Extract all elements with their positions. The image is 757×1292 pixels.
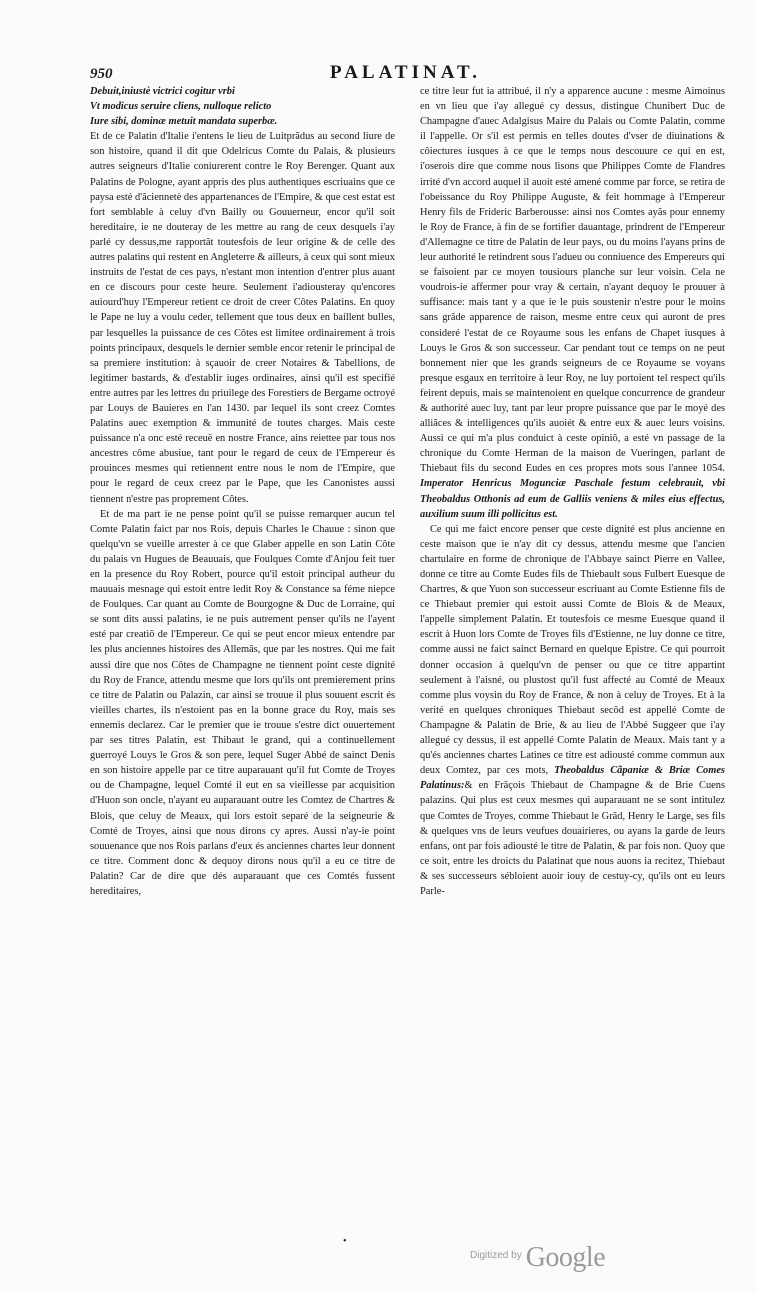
footer-ornament: •	[343, 1236, 347, 1247]
body-text: ce titre leur fut ia attribué, il n'y a apparence aucune : mesme Aimoinus en vn lieu que i'ay allegué cy dessus, distingue Chunibert Duc de Champagne d'auec Adalgisus Maire du Palais ou Comte Palatin, comme il l'appelle. Or s'il est permis en telles doutes d'vser de diuinations & côiectures iusques à ce que le temps nous descouure ce qui en est, i'oserois dire que comme nous lisons que Philippes Comte de Flandres irrité d'vn accord auquel il auoit esté amené comme par force, se retira de l'obeissance du Roy Philippe Auguste, & feit hommage à l'Empereur Henry fils de Frideric Barberousse: ainsi nos Comtes ayãs pour ennemy le Roy de France, à fin de se fortifier dauantage, prindrent de l'Empereur d'Allemagne ce titre de Palatin de leur pays, ou du moins l'ayans prins de leur authorité le retindrent sous l'adueu ou conniuence des Empereurs qui se faisoient par ce moyen tousiours planche sur leur voisin. Cela ne voudrois-ie affermer pour vray & certain, n'ayant dequoy le prouuer à suffisance: mais tant y a que ie le puis soustenir n'estre pour le moins sans grãde apparence de raison, mesme entre ceux qui auront de pres consideré l'estat de ce Royaume sous les enfans de Chapet iusques à Louys le Gros & son successeur. Car pendant tout ce temps on ne peut bonnement nier que les grands seigneurs de ce Royaume se voyans presque esgaux en territoire à leur Roy, ne luy portoient tel respect qu'ils feirent depuis, mais se maintenoient en quelque concurrence de grandeur & authorité auec luy, tant par leur propre puissance que par le moyé des alliãces & intelligences qu'ils auoiét & entre eux & auec leurs voisins. Aussi ce qui m'a plus conduict à ceste opiniõ, a esté vn passage de la chronique du Comte Herman de la maison de Vueringen, parlant de Thiebaut fils du second Eudes en ces propres mots sous l'annee 1054.	[420, 86, 725, 475]
google-logo: Google	[525, 1242, 606, 1273]
digitization-watermark	[470, 1242, 605, 1274]
body-paragraph	[420, 84, 725, 522]
latin-quotation: Imperator Henricus Mogunciæ Paschale festum celebrauit, vbi Theobaldus Otthonis ad eum de Galliis veniens & miles eius effectus, auxilium suum illi pollicitus est.	[420, 478, 725, 520]
body-text: Ce qui me faict encore penser que ceste dignité est plus ancienne en ceste maison que ie n'ay dit cy dessus, attendu mesme que l'ancien chartulaire en forme de chronique de l'Abbaye sainct Pierre en Vallee, donne ce titre au Comte Eudes fils de Thiebault sous Fulbert Euesque de Chartres, & que Yuon son successeur escriuant au Comte Estienne fils de ce Thiebaut premier qui estoit aussi Comte de Blois & de Meaux, l'appelle simplement Palatin. Et toutesfois ce mesme Euesque quand il escrit à Huon lors Comte de Troyes fils d'Estienne, ne luy donne ce titre, comme aussi ne faict sainct Bernard en quelque Epistre. Ce qui pourroit donner occasion à quelqu'vn de penser ou que ce titre appartint seulement à l'aisné, ou plustost qu'il fust affecté au Comté de Meaux comme plus voysin du Roy de France, & non à celuy de Troyes. Et à la verité en quelques chroniques Thiebaut secõd est appellé Comte de Champagne & Palatin de Brie, & au lieu de l'Abbé Suggeer que i'ay allegué cy dessus, il est appellé Comte Palatin de Meaux. Mais tant y a qu'és anciennes chartes Latines ce titre est adiousté comme commun aux deux Comtez, par ces mots,	[420, 523, 725, 777]
left-column	[90, 84, 395, 899]
body-text: & en Frãçois Thiebaut de Champagne & de Brie Cuens palazins. Qui plus est ceux mesmes qui auparauant ne se sont intitulez que Comtes de Troyes, comme Thiebaut le Grãd, Henry le Large, ses fils & quelques vns de leurs veufues douairieres, ou ayans la garde de leurs enfans, ont par fois adiousté le titre de Palatin, & par fois non. Quoy que ce soit, entre les droicts du Palatinat que nous auons ia recitez, Thiebaut & ses successeurs sébloient auoir iouy de cestuy-cy, qu'ils ont eu leurs Parle-	[420, 780, 725, 897]
digitized-by-label: Digitized by	[470, 1250, 522, 1261]
latin-formula: Theobaldus Cãpaniæ & Briæ Comes Palatinus:	[420, 765, 725, 792]
verse-line: Iure sibi, dominæ metuit mandata superbæ.	[90, 116, 278, 128]
verse-line: Debuit,iniustè victrici cogitur vrbi	[90, 86, 235, 97]
body-paragraph: Et de ce Palatin d'Italie i'entens le lieu de Luitprãdus au second liure de son histoire, quand il dit que Odelricus Comte du Palais, & plusieurs autres seigneurs d'Italie coniurerent contre le Roy Berenger. Quant aux Palatins de Pologne, ayant appris des plus authentiques escriuains que ce paysa esté d'ãciennetè des appartenances de l'Empire, & que cest estat est fort semblable à celuy d'vn Bailly ou Gouuerneur, encor qu'il soit hereditaire, ie ne douteray de les mettre au rang de ceux desquels i'ay parlé cy dessus,me rapportãt toutesfois de leur origine & de celle des autres palatins qui restent en Angleterre & ailleurs, à ceux qui sont mieux instruits de l'estat de ces pays, n'estant mon intention d'entrer plus auant en ce discours pour ceste heure. Seulement i'adiousteray qu'encores auiourd'huy l'Empereur retient ce droit de creer Côtes Palatins. En quoy le Pape ne luy a voulu ceder, tellement que tous deux en baillent bulles, par lesquelles la puissance de ces Côtes est limitee ordinairement à trois points principaux, desquels le dernier semble encor retenir le principal de sa premiere institution: à sçauoir de creer Notaires & Tabellions, de legitimer bastards, & d'establir iuges ordinaires, ainsi qu'il est specifié entre autres par les lettres du priuilege des Forestiers de Bergame octroyé par Louys de Bauieres en l'an 1430. par lequel ils sont creez Comtes Palatins auec exemption & immunité de toutes charges. Mais ceste puissance n'a onc esté receuë en nostre France, ains reiettee par tous nos ancestres côme abusiue, tant pour le regard de ceux de l'Empereur és prouinces mesmes qui retiennent entre nous le nom de l'Empire, que pour le regard de ceux creez par le Pape, que les Canonistes aussi tiennent n'estre pas proprement Côtes.	[90, 131, 395, 505]
right-column	[420, 84, 725, 899]
running-title: PALATINAT.	[330, 62, 482, 83]
page-number: 950	[90, 66, 113, 82]
verse-line: Vt modicus seruire cliens, nulloque relicto	[90, 101, 272, 113]
body-paragraph	[420, 522, 725, 899]
body-paragraph: Et de ma part ie ne pense point qu'il se puisse remarquer aucun tel Comte Palatin faict par nos Rois, depuis Charles le Chauue : sinon que quelqu'vn se vueille arrester à ce que Glaber appelle en son Latin Côte du palais vn Hugues de Beauuais, que Foulques Comte d'Anjou feit tuer en la presence du Roy Robert, pource qu'il estoit principal autheur du mauuais mesnage qui estoit entre ledit Roy & Constance sa féme niepce de Foulques. Car quant au Comte de Bourgogne & Duc de Lorraine, qui se sont dits aussi palatins, ie ne puis autrement penser qu'ils ne l'ayent esté par creatiõ de l'Empereur. Ce qui se peut encor mieux entendre par les plus anciennes histoires des Allemãs, que par les nostres. Qui me fait aussi dire que nos Côtes de Champagne ne tiennent point ceste dignité du Roy de France, attendu mesme que lors qu'ils ont premierement prins ce titre de Palatin ou Palazin, car ainsi se trouue il plus souuent escrit és vieilles chartes, ils n'estoient pas en la bonne grace du Roy, mais ses ennemis declarez. Car le premier que ie trouue s'estre dict ouuertement par ses titres Palatin, est Thibaut le grand, qui a continuellement guerroyé Louys le Gros & son pere, lequel Suger Abbé de sainct Denis en son histoire appelle par ce titre auparauant qu'il fut Comte de Troyes ou de Champagne, lequel Comté il eut en sa vieillesse par acquisition d'Huon son oncle, n'ayant eu auparauant outre les Comtez de Chartres & Blois, que celuy de Meaux, qui lors estoit separé de la seigneurie & Comté de Troyes, ainsi que nous dirons cy apres. Aussi n'ay-ie point souuenance que nos Rois parlans d'eux és anciennes chartes leur donnent ce titre. Comment donc & dequoy dirons nous qu'il a eu ce titre de Palatin? Car de dire que dés auparauant que ces Comtés fussent hereditaires,	[90, 508, 395, 897]
